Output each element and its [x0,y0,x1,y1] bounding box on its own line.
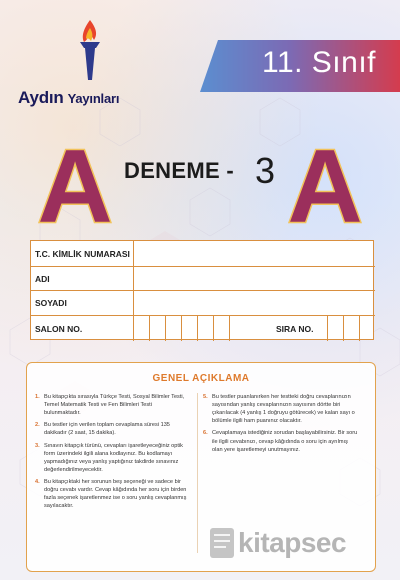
tc-input[interactable] [133,241,375,266]
salon-input[interactable] [133,316,229,341]
letter-a-left: A [37,138,113,230]
publisher-logo [18,18,178,108]
watermark-text: kitapsec [238,527,347,558]
adi-input[interactable] [133,267,375,290]
instructions-col-left [35,393,190,514]
instructions-title: GENEL AÇIKLAMA [152,373,250,384]
instruction-item: 6. Cevaplamaya istediğiniz sorudan başlayabilirsiniz. Bir soru ile ilgili cevabınızı, cevap kâğıdında o soru için ayrılmış olan yere işaretlemeyi unutmayınız. [203,430,358,453]
instruction-item: 3. Sınavın kitapçık türünü, cevapları işaretleyeceğiniz optik form üzerindeki ilgili alana kodlayınız. Bu kodlamayı yapmadığınız veya yanlış yaptığınız takdirde sınavınız değerlendirilmeyecektir. [35,442,183,473]
letter-a-right: A [287,138,363,230]
salon-label: SALON NO. [35,323,83,334]
grade-label: 11. Sınıf [261,46,376,79]
student-info-form [30,240,374,340]
instruction-item: 2. Bu testler için verilen toplam cevaplama süresi 135 dakikadır (2 saat, 15 dakika). [35,422,170,437]
booklet-letter-right [286,138,364,230]
torch-icon [76,18,104,82]
form-row-tc [31,241,375,267]
exam-number: 3 [255,150,276,191]
soyadi-input[interactable] [133,291,375,315]
form-row-salon-sira [31,316,375,341]
booklet-letter-left [36,138,114,230]
brand-name [18,88,119,108]
exam-title: DENEME - [124,158,234,183]
instructions-col-right [203,393,358,458]
instruction-item: 4. Bu kitapçıktaki her sorunun beş seçeneği ve sadece bir doğru cevabı vardır. Cevap kâğıdında her soru için birden fazla seçenek işaretlenmez ise o soru yanlış cevaplanmış sayılacaktır. [35,478,187,510]
brand-first: Aydın [18,88,64,107]
brand-second: Yayınları [67,91,120,106]
soyadi-label: SOYADI [35,298,67,308]
form-row-adi [31,267,375,291]
form-row-soyadi [31,291,375,316]
adi-label: ADI [35,273,50,284]
instruction-item: 1. Bu kitapçıkta sırasıyla Türkçe Testi, Sosyal Bilimler Testi, Temel Matematik Testi ve Fen Bilimleri Testi bulunmaktadır. [35,394,185,417]
sira-input[interactable] [327,316,375,341]
sira-label: SIRA NO. [276,323,314,334]
tc-label: T.C. KİMLİK NUMARASI [35,248,130,259]
instruction-item: 5. Bu testler puanlanırken her testteki doğru cevaplarınızın sayısından yanlış cevaplarınızın sayısının dörtte biri çıkarılacak (4 yanlış 1 doğruyu götürecek) ve kalan sayı o bölümle ilgili ham puanınız olacaktır. [203,394,355,425]
